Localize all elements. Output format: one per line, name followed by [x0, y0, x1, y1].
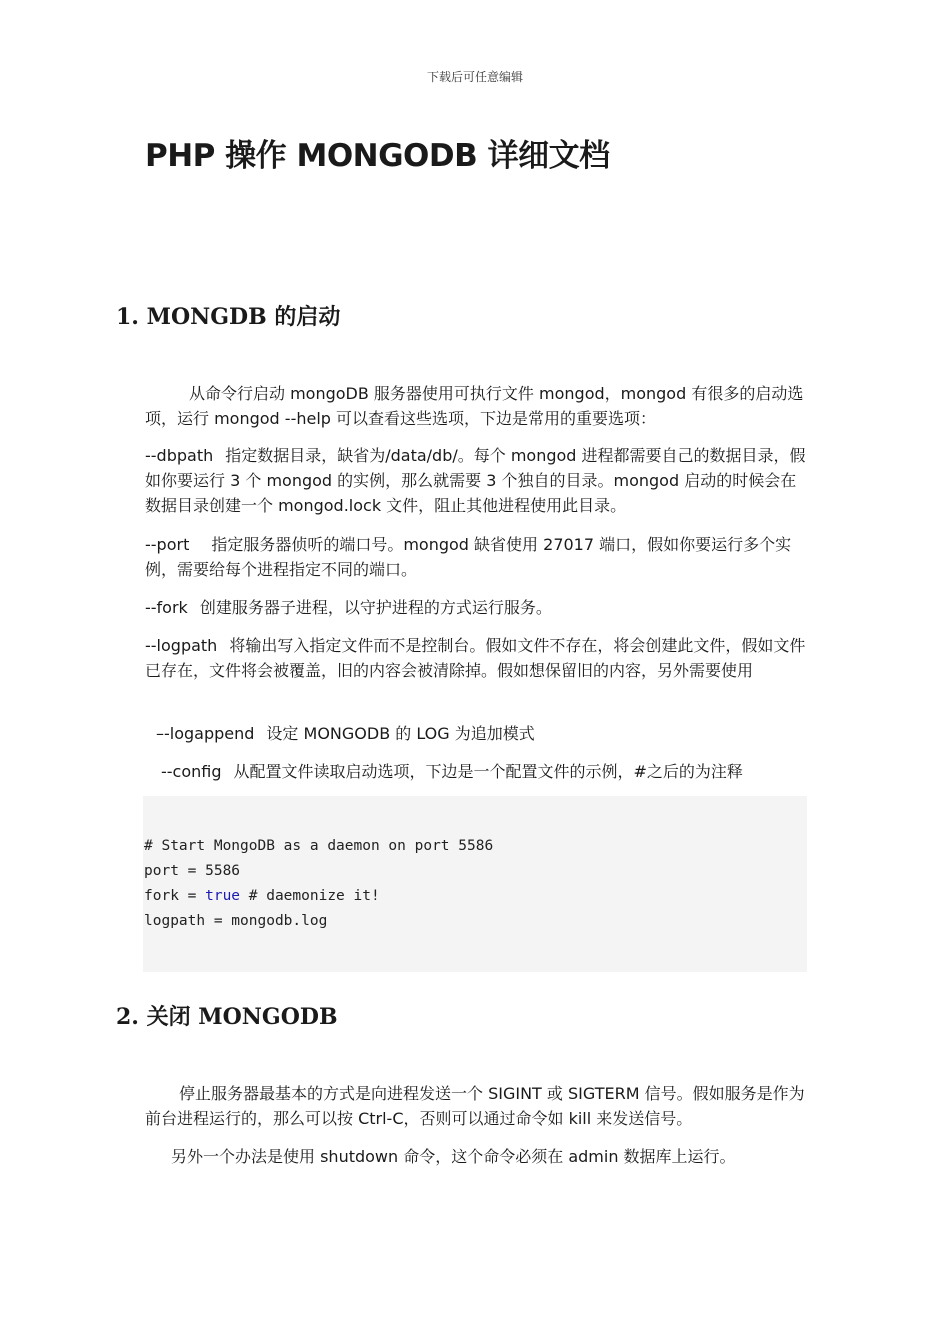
- startup-intro-paragraph: 从命令行启动 mongoDB 服务器使用可执行文件 mongod，mongod 有很多的启动选项，运行 mongod --help 可以查看这些选项，下边是常用的重要选项：: [145, 384, 804, 428]
- shutdown-paragraph-1: 停止服务器最基本的方式是向进程发送一个 SIGINT 或 SIGTERM 信号。假如服务是作为前台进程运行的，那么可以按 Ctrl-C，否则可以通过命令如 kill 来发送信号。: [145, 1084, 805, 1128]
- option-flag: --fork: [145, 598, 188, 617]
- config-code-block: [143, 796, 807, 972]
- option-description: 设定 MONGODB 的 LOG 为追加模式: [266, 724, 535, 743]
- section-heading-startup: 1. MONGDB 的启动: [116, 304, 341, 330]
- option-flag: --dbpath: [145, 446, 214, 465]
- option-flag: --port: [145, 535, 190, 554]
- code-line-logpath: logpath = mongodb.log: [144, 913, 328, 929]
- header-note: 下载后可任意编辑: [426, 70, 523, 84]
- option-flag: –-logappend: [156, 724, 255, 743]
- option-description: 将输出写入指定文件而不是控制台。假如文件不存在，将会创建此文件，假如文件已存在，文件将会被覆盖，旧的内容会被清除掉。假如想保留旧的内容，另外需要使用: [145, 636, 806, 680]
- option-flag: --logpath: [145, 636, 218, 655]
- code-keyword-true: true: [205, 888, 241, 904]
- option-description: 指定数据目录，缺省为/data/db/。每个 mongod 进程都需要自己的数据目录，假如你要运行 3 个 mongod 的实例，那么就需要 3 个独自的目录。mongod 启动的时候会在数据目录创建一个 mongod.lock 文件，阻止其他进程使用此目录。: [145, 446, 806, 515]
- option-description: 从配置文件读取启动选项，下边是一个配置文件的示例，#之后的为注释: [233, 762, 743, 781]
- code-line-fork: [144, 888, 380, 904]
- code-line-comment: # Start MongoDB as a daemon on port 5586: [144, 838, 494, 854]
- option-description: 创建服务器子进程，以守护进程的方式运行服务。: [199, 598, 552, 617]
- option-logpath: [145, 633, 810, 683]
- document-title: PHP 操作 MONGODB 详细文档: [145, 138, 610, 174]
- option-flag: --config: [161, 762, 222, 781]
- code-line-port: port = 5586: [144, 863, 241, 879]
- shutdown-paragraph-2: 另外一个办法是使用 shutdown 命令，这个命令必须在 admin 数据库上运行。: [171, 1147, 736, 1166]
- code-fork-key: fork =: [144, 888, 206, 904]
- option-port: [145, 532, 810, 582]
- option-fork: [145, 595, 810, 620]
- option-logappend: [156, 721, 821, 746]
- option-dbpath: [145, 443, 810, 518]
- code-fork-comment: # daemonize it!: [240, 888, 380, 904]
- option-config: [161, 759, 821, 784]
- section-heading-shutdown: 2. 关闭 MONGODB: [116, 1004, 338, 1030]
- option-description: 指定服务器侦听的端口号。mongod 缺省使用 27017 端口，假如你要运行多个实例，需要给每个进程指定不同的端口。: [145, 535, 792, 579]
